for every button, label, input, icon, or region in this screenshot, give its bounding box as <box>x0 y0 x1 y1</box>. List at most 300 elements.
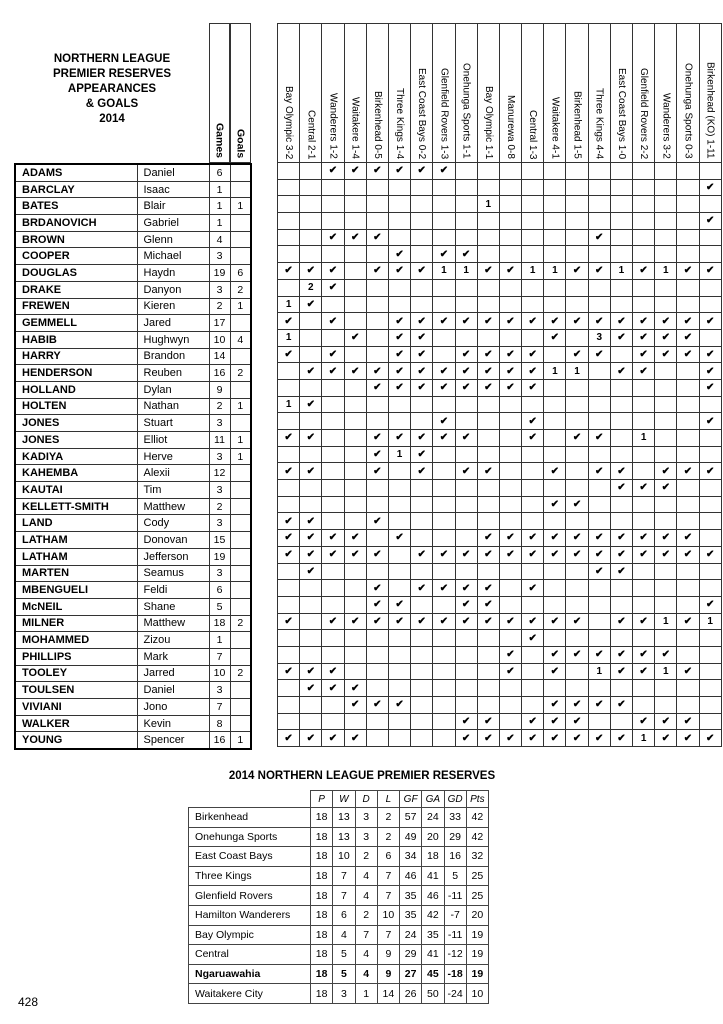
appearance-check: ✔ <box>499 646 521 663</box>
appearance-check: ✔ <box>677 346 699 363</box>
appearance-check: ✔ <box>610 563 632 580</box>
appearance-cell-empty <box>499 513 521 530</box>
appearance-cell-empty <box>655 279 677 296</box>
player-goals <box>230 598 251 615</box>
appearance-cell-empty <box>499 446 521 463</box>
appearance-cell-empty <box>366 530 388 547</box>
player-firstname: Blair <box>137 198 209 215</box>
appearance-cell-empty <box>300 713 322 730</box>
player-firstname: Jefferson <box>137 548 209 565</box>
appearance-cell-empty <box>322 646 344 663</box>
appearance-cell-empty <box>300 480 322 497</box>
appearance-cell-empty <box>699 663 721 680</box>
appearance-cell-empty <box>388 179 410 196</box>
appearance-cell-empty <box>322 430 344 447</box>
appearance-cell-empty <box>455 480 477 497</box>
appearance-cell-empty <box>544 396 566 413</box>
appearance-cell-empty <box>499 179 521 196</box>
appearance-check: ✔ <box>699 730 721 747</box>
appearance-check: ✔ <box>300 730 322 747</box>
appearance-cell-empty <box>677 213 699 230</box>
player-surname: JONES <box>15 415 137 432</box>
appearance-cell-empty <box>610 346 632 363</box>
appearance-check: ✔ <box>366 363 388 380</box>
appearance-cell-empty <box>278 680 300 697</box>
appearance-cell-empty <box>566 480 588 497</box>
appearance-check: ✔ <box>522 363 544 380</box>
match-column-header <box>566 24 588 163</box>
appearance-check: ✔ <box>388 346 410 363</box>
player-row <box>15 715 251 732</box>
appearance-cell-empty <box>433 646 455 663</box>
player-games: 3 <box>209 281 230 298</box>
player-firstname: Jarred <box>137 665 209 682</box>
appearance-cell-empty <box>433 596 455 613</box>
match-column-header <box>610 24 632 163</box>
appearance-cell-empty <box>322 496 344 513</box>
appearance-cell-empty <box>433 663 455 680</box>
player-row <box>15 398 251 415</box>
appearance-check: ✔ <box>677 546 699 563</box>
appearance-cell-empty <box>433 296 455 313</box>
appearance-check: ✔ <box>455 730 477 747</box>
player-row <box>15 298 251 315</box>
appearance-check: ✔ <box>499 613 521 630</box>
appearance-cell-empty <box>388 480 410 497</box>
appearance-cell-empty <box>300 329 322 346</box>
appearance-check: ✔ <box>455 546 477 563</box>
appearance-cell-empty <box>344 663 366 680</box>
appearance-cell-empty <box>588 680 610 697</box>
appearance-cell-empty <box>655 379 677 396</box>
player-goals: 6 <box>230 265 251 282</box>
appearance-check: ✔ <box>300 296 322 313</box>
appearance-cell-empty <box>388 663 410 680</box>
appearance-cell-empty <box>522 496 544 513</box>
appearance-cell-empty <box>566 229 588 246</box>
appearance-cell-empty <box>477 663 499 680</box>
appearance-cell-empty <box>588 363 610 380</box>
appearance-cell-empty <box>433 563 455 580</box>
player-goals <box>230 415 251 432</box>
player-firstname: Kieren <box>137 298 209 315</box>
player-firstname: Gabriel <box>137 215 209 232</box>
appearance-cell-empty <box>588 296 610 313</box>
appearance-cell-empty <box>655 413 677 430</box>
player-surname: GEMMELL <box>15 315 137 332</box>
appearance-check: ✔ <box>566 713 588 730</box>
appearance-cell-empty <box>677 646 699 663</box>
appearance-check: ✔ <box>588 430 610 447</box>
appearance-cell-empty <box>499 213 521 230</box>
league-stat-value: 10 <box>377 905 399 925</box>
appearance-check: ✔ <box>588 697 610 714</box>
appearance-check: ✔ <box>633 346 655 363</box>
league-row <box>189 827 489 847</box>
player-firstname: Reuben <box>137 365 209 382</box>
league-stat-header: Pts <box>466 791 488 808</box>
appearance-cell-empty <box>677 446 699 463</box>
player-games: 6 <box>209 582 230 599</box>
player-row <box>15 498 251 515</box>
appearance-goals: 1 <box>633 730 655 747</box>
appearance-cell-empty <box>388 680 410 697</box>
appearance-cell-empty <box>655 513 677 530</box>
appearance-cell-empty <box>610 713 632 730</box>
league-stat-value: 24 <box>400 925 422 945</box>
appearance-check: ✔ <box>677 663 699 680</box>
appearance-cell-empty <box>566 580 588 597</box>
appearance-goals: 1 <box>522 263 544 280</box>
league-stat-value: 3 <box>355 827 377 847</box>
player-games: 3 <box>209 248 230 265</box>
appearance-cell-empty <box>300 313 322 330</box>
appearance-cell-empty <box>677 179 699 196</box>
player-surname: COOPER <box>15 248 137 265</box>
appearance-cell-empty <box>699 480 721 497</box>
appearance-row <box>278 730 722 747</box>
appearance-cell-empty <box>699 580 721 597</box>
match-column-header <box>544 24 566 163</box>
appearance-check: ✔ <box>322 263 344 280</box>
appearance-check: ✔ <box>699 263 721 280</box>
player-goals <box>230 465 251 482</box>
appearance-check: ✔ <box>610 730 632 747</box>
match-header-wrap <box>500 24 521 162</box>
league-stat-value: -11 <box>444 925 466 945</box>
appearance-cell-empty <box>544 630 566 647</box>
player-firstname: Dylan <box>137 381 209 398</box>
league-team-name: Ngaruawahia <box>189 964 311 984</box>
appearance-check: ✔ <box>411 580 433 597</box>
player-surname: JONES <box>15 432 137 449</box>
appearance-cell-empty <box>433 530 455 547</box>
appearance-goals: 1 <box>477 196 499 213</box>
player-firstname: Hughwyn <box>137 331 209 348</box>
appearance-check: ✔ <box>588 463 610 480</box>
appearance-cell-empty <box>477 329 499 346</box>
match-header-wrap <box>589 24 610 162</box>
appearance-cell-empty <box>699 229 721 246</box>
appearance-cell-empty <box>344 446 366 463</box>
appearance-cell-empty <box>366 496 388 513</box>
appearance-cell-empty <box>610 296 632 313</box>
appearance-cell-empty <box>522 596 544 613</box>
appearance-check: ✔ <box>455 346 477 363</box>
player-goals <box>230 248 251 265</box>
league-stat-value: 26 <box>400 984 422 1004</box>
appearance-check: ✔ <box>610 363 632 380</box>
player-games: 19 <box>209 265 230 282</box>
match-header-wrap <box>345 24 366 162</box>
appearance-cell-empty <box>344 246 366 263</box>
appearance-cell-empty <box>322 213 344 230</box>
appearance-cell-empty <box>655 563 677 580</box>
appearance-check: ✔ <box>677 730 699 747</box>
appearance-cell-empty <box>477 480 499 497</box>
league-stat-value: 25 <box>466 866 488 886</box>
match-header-label: Birkenhead 0-5 <box>371 91 383 159</box>
league-stat-value: 20 <box>466 905 488 925</box>
league-row <box>189 886 489 906</box>
appearance-cell-empty <box>366 563 388 580</box>
league-row <box>189 964 489 984</box>
player-surname: DRAKE <box>15 281 137 298</box>
appearance-check: ✔ <box>699 379 721 396</box>
appearance-cell-empty <box>300 163 322 180</box>
player-firstname: Matthew <box>137 615 209 632</box>
match-header-label: Glenfield Rovers 2-2 <box>638 67 650 159</box>
appearance-cell-empty <box>278 229 300 246</box>
appearance-check: ✔ <box>499 263 521 280</box>
player-goals: 1 <box>230 432 251 449</box>
appearance-check: ✔ <box>477 613 499 630</box>
appearance-cell-empty <box>699 296 721 313</box>
appearance-check: ✔ <box>633 329 655 346</box>
appearance-check: ✔ <box>610 313 632 330</box>
appearance-cell-empty <box>633 396 655 413</box>
appearance-cell-empty <box>588 196 610 213</box>
appearance-cell-empty <box>322 596 344 613</box>
appearance-cell-empty <box>366 196 388 213</box>
player-goals <box>230 565 251 582</box>
appearance-cell-empty <box>477 697 499 714</box>
appearance-cell-empty <box>610 680 632 697</box>
appearance-cell-empty <box>477 163 499 180</box>
appearance-cell-empty <box>544 580 566 597</box>
appearance-check: ✔ <box>699 213 721 230</box>
appearance-check: ✔ <box>655 730 677 747</box>
appearance-row <box>278 646 722 663</box>
appearance-row <box>278 430 722 447</box>
appearance-check: ✔ <box>278 313 300 330</box>
appearance-cell-empty <box>610 179 632 196</box>
appearance-check: ✔ <box>366 430 388 447</box>
league-stat-value: 14 <box>377 984 399 1004</box>
page-number: 428 <box>18 995 39 1009</box>
appearance-check: ✔ <box>655 713 677 730</box>
appearance-check: ✔ <box>388 430 410 447</box>
appearance-cell-empty <box>322 513 344 530</box>
appearance-cell-empty <box>566 246 588 263</box>
appearance-check: ✔ <box>300 546 322 563</box>
match-column-header <box>455 24 477 163</box>
appearance-cell-empty <box>477 296 499 313</box>
appearance-cell-empty <box>522 213 544 230</box>
player-games: 8 <box>209 715 230 732</box>
appearance-check: ✔ <box>566 263 588 280</box>
appearance-cell-empty <box>344 196 366 213</box>
appearance-cell-empty <box>610 580 632 597</box>
player-goals: 1 <box>230 298 251 315</box>
appearance-cell-empty <box>588 213 610 230</box>
appearance-cell-empty <box>388 563 410 580</box>
appearance-cell-empty <box>477 413 499 430</box>
appearance-check: ✔ <box>300 263 322 280</box>
appearance-cell-empty <box>433 279 455 296</box>
appearance-cell-empty <box>344 646 366 663</box>
appearance-cell-empty <box>433 496 455 513</box>
player-surname: LAND <box>15 515 137 532</box>
appearance-cell-empty <box>677 413 699 430</box>
appearance-cell-empty <box>655 163 677 180</box>
appearance-check: ✔ <box>544 697 566 714</box>
appearance-cell-empty <box>477 646 499 663</box>
league-stat-value: 34 <box>400 847 422 867</box>
appearance-check: ✔ <box>278 546 300 563</box>
appearance-check: ✔ <box>566 346 588 363</box>
appearance-cell-empty <box>344 179 366 196</box>
appearance-check: ✔ <box>433 613 455 630</box>
player-goals <box>230 215 251 232</box>
appearance-cell-empty <box>366 296 388 313</box>
league-stat-value: 18 <box>311 925 333 945</box>
league-team-name: Birkenhead <box>189 808 311 828</box>
appearance-goals: 1 <box>278 329 300 346</box>
appearance-cell-empty <box>610 496 632 513</box>
league-stat-value: 18 <box>311 847 333 867</box>
appearance-check: ✔ <box>366 446 388 463</box>
appearance-cell-empty <box>522 680 544 697</box>
appearance-cell-empty <box>366 480 388 497</box>
appearance-cell-empty <box>633 379 655 396</box>
player-surname: BROWN <box>15 231 137 248</box>
appearance-goals: 1 <box>433 263 455 280</box>
appearance-cell-empty <box>699 630 721 647</box>
appearance-cell-empty <box>455 213 477 230</box>
appearance-check: ✔ <box>388 313 410 330</box>
player-games: 2 <box>209 298 230 315</box>
appearance-cell-empty <box>588 379 610 396</box>
appearance-cell-empty <box>544 379 566 396</box>
appearance-cell-empty <box>322 463 344 480</box>
appearance-cell-empty <box>588 496 610 513</box>
appearance-check: ✔ <box>322 530 344 547</box>
appearance-cell-empty <box>699 396 721 413</box>
appearance-cell-empty <box>433 630 455 647</box>
appearance-cell-empty <box>633 163 655 180</box>
player-games: 1 <box>209 181 230 198</box>
league-stat-header: W <box>333 791 355 808</box>
appearance-check: ✔ <box>344 163 366 180</box>
appearance-cell-empty <box>588 596 610 613</box>
appearance-cell-empty <box>633 580 655 597</box>
appearance-check: ✔ <box>322 663 344 680</box>
appearance-cell-empty <box>433 329 455 346</box>
player-row <box>15 181 251 198</box>
appearance-check: ✔ <box>588 646 610 663</box>
appearance-row <box>278 329 722 346</box>
player-surname: BATES <box>15 198 137 215</box>
player-goals <box>230 632 251 649</box>
appearance-cell-empty <box>588 713 610 730</box>
appearance-cell-empty <box>300 179 322 196</box>
appearance-cell-empty <box>655 363 677 380</box>
player-surname: KADIYA <box>15 448 137 465</box>
appearance-goals: 1 <box>588 663 610 680</box>
player-firstname: Spencer <box>137 732 209 749</box>
player-firstname: Brandon <box>137 348 209 365</box>
appearance-row <box>278 196 722 213</box>
player-row <box>15 381 251 398</box>
appearance-cell-empty <box>322 396 344 413</box>
appearance-cell-empty <box>588 630 610 647</box>
player-firstname: Donovan <box>137 532 209 549</box>
appearance-cell-empty <box>433 463 455 480</box>
league-stat-value: 4 <box>333 925 355 945</box>
appearance-cell-empty <box>633 213 655 230</box>
player-goals <box>230 582 251 599</box>
player-firstname: Daniel <box>137 682 209 699</box>
appearance-check: ✔ <box>610 613 632 630</box>
match-header-label: Three Kings 1-4 <box>394 87 406 159</box>
appearance-cell-empty <box>278 563 300 580</box>
appearance-check: ✔ <box>544 713 566 730</box>
appearance-cell-empty <box>411 530 433 547</box>
appearance-check: ✔ <box>366 580 388 597</box>
appearance-cell-empty <box>610 229 632 246</box>
appearance-check: ✔ <box>411 463 433 480</box>
appearance-cell-empty <box>699 680 721 697</box>
player-goals <box>230 715 251 732</box>
player-firstname: Danyon <box>137 281 209 298</box>
appearance-check: ✔ <box>322 680 344 697</box>
appearance-check: ✔ <box>588 530 610 547</box>
appearance-cell-empty <box>699 196 721 213</box>
appearance-cell-empty <box>411 596 433 613</box>
appearance-check: ✔ <box>677 263 699 280</box>
appearance-cell-empty <box>499 329 521 346</box>
league-stat-value: 24 <box>422 808 444 828</box>
appearance-cell-empty <box>633 296 655 313</box>
appearance-cell-empty <box>699 246 721 263</box>
appearance-check: ✔ <box>411 313 433 330</box>
appearance-cell-empty <box>610 396 632 413</box>
appearance-row <box>278 313 722 330</box>
appearance-cell-empty <box>499 229 521 246</box>
appearance-cell-empty <box>477 279 499 296</box>
match-header-label: Birkenhead (KO) 1-11 <box>704 62 716 159</box>
player-firstname: Feldi <box>137 582 209 599</box>
appearance-cell-empty <box>344 580 366 597</box>
player-games: 5 <box>209 598 230 615</box>
appearance-cell-empty <box>499 396 521 413</box>
appearance-cell-empty <box>522 446 544 463</box>
league-stat-value: 4 <box>355 886 377 906</box>
appearance-cell-empty <box>477 563 499 580</box>
appearance-cell-empty <box>655 680 677 697</box>
league-stat-value: 3 <box>355 808 377 828</box>
appearance-cell-empty <box>411 646 433 663</box>
player-row <box>15 615 251 632</box>
appearance-check: ✔ <box>411 263 433 280</box>
appearance-check: ✔ <box>544 613 566 630</box>
appearance-cell-empty <box>588 613 610 630</box>
appearance-row <box>278 396 722 413</box>
player-games: 11 <box>209 432 230 449</box>
league-stat-value: 41 <box>422 866 444 886</box>
appearance-cell-empty <box>455 229 477 246</box>
appearance-check: ✔ <box>388 263 410 280</box>
appearance-check: ✔ <box>366 163 388 180</box>
appearance-check: ✔ <box>655 463 677 480</box>
player-goals <box>230 532 251 549</box>
appearance-row <box>278 263 722 280</box>
appearance-cell-empty <box>610 246 632 263</box>
player-goals: 2 <box>230 365 251 382</box>
appearance-cell-empty <box>566 213 588 230</box>
appearance-cell-empty <box>433 480 455 497</box>
